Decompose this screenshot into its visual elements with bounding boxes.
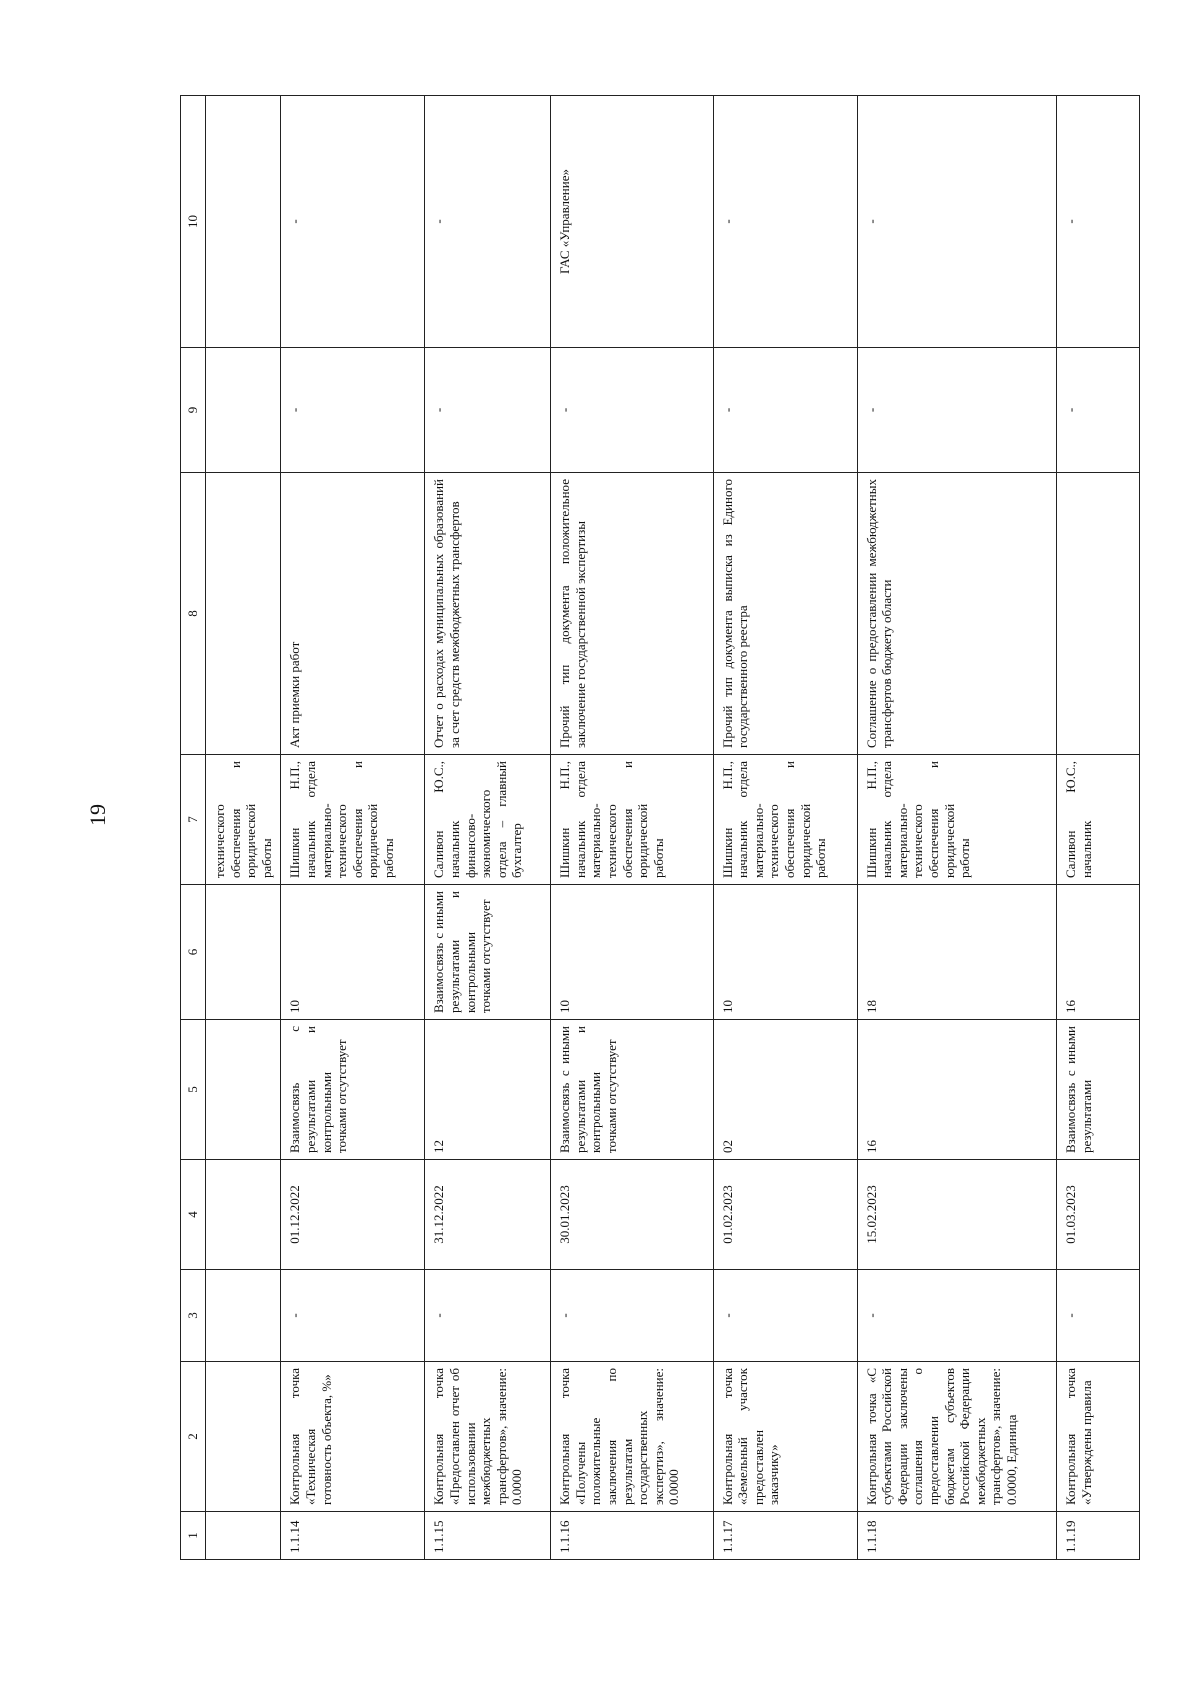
responsible: Саливон Ю.С., начальник [1057, 755, 1140, 885]
info-system: - [713, 96, 857, 348]
control-point-name: Контрольная точка «Утверждены правила [1057, 1362, 1140, 1512]
predecessor: 02 [713, 1020, 857, 1160]
control-point-name: Контрольная точка «Техническая готовность объекта, %» [281, 1362, 425, 1512]
level-value: - [1057, 348, 1140, 473]
level-value: - [857, 348, 1056, 473]
row-number: 1.1.14 [281, 1512, 425, 1560]
base-value: - [425, 1270, 551, 1362]
header-cell-5: 5 [181, 1020, 206, 1160]
document-type: Прочий тип документа положительное заключение государственной экспертизы [551, 473, 713, 755]
continuation-row [206, 96, 281, 1560]
base-value: - [713, 1270, 857, 1362]
document-type: Акт приемки работ [281, 473, 425, 755]
control-points-table [180, 95, 1140, 1560]
page-number: 19 [85, 804, 110, 826]
due-date: 01.03.2023 [1057, 1160, 1140, 1270]
responsible: Шишкин Н.П., начальник отдела материально-технического обеспечения и юридической работы [281, 755, 425, 885]
predecessor: Взаимосвязь с результатами и контрольными точками отсутствует [281, 1020, 425, 1160]
row-number: 1.1.15 [425, 1512, 551, 1560]
document-type: Отчет о расходах муниципальных образований за счет средств межбюджетных трансфертов [425, 473, 551, 755]
base-value: - [551, 1270, 713, 1362]
row-number: 1.1.16 [551, 1512, 713, 1560]
info-system: - [425, 96, 551, 348]
table-header-row [181, 96, 206, 1560]
base-value: - [281, 1270, 425, 1362]
successor: 18 [857, 885, 1056, 1020]
due-date: 01.02.2023 [713, 1160, 857, 1270]
header-cell-2: 2 [181, 1362, 206, 1512]
info-system: ГАС «Управление» [551, 96, 713, 348]
successor: 10 [713, 885, 857, 1020]
due-date: 15.02.2023 [857, 1160, 1056, 1270]
due-date: 01.12.2022 [281, 1160, 425, 1270]
responsible: Шишкин Н.П., начальник отдела материально-технического обеспечения и юридической работы [713, 755, 857, 885]
level-value: - [425, 348, 551, 473]
successor: Взаимосвязь с иными результатами и контрольными точками отсутствует [425, 885, 551, 1020]
predecessor: Взаимосвязь с иными результатами и контрольными точками отсутствует [551, 1020, 713, 1160]
control-point-name: Контрольная точка «Предоставлен отчет об использовании межбюджетных трансфертов», значение: 0.0000 [425, 1362, 551, 1512]
predecessor: 12 [425, 1020, 551, 1160]
predecessor: Взаимосвязь с иными результатами [1057, 1020, 1140, 1160]
header-cell-10: 10 [181, 96, 206, 348]
header-cell-9: 9 [181, 348, 206, 473]
table-row [857, 96, 1056, 1560]
due-date: 31.12.2022 [425, 1160, 551, 1270]
responsible: Шишкин Н.П., начальник отдела материально-технического обеспечения и юридической работы [857, 755, 1056, 885]
responsible: Саливон Ю.С., начальник финансово-экономического отдела – главный бухгалтер [425, 755, 551, 885]
successor: 10 [281, 885, 425, 1020]
header-cell-3: 3 [181, 1270, 206, 1362]
level-value: - [713, 348, 857, 473]
responsible: Шишкин Н.П., начальник отдела материально-технического обеспечения и юридической работы [551, 755, 713, 885]
control-point-name: Контрольная точка «С субъектами Российской Федерации заключены соглашения о предоставлении бюджетам субъектов Российской Федерации межбюджетных трансфертов», значение: 0.0000, Единица [857, 1362, 1056, 1512]
table-row [713, 96, 857, 1560]
control-point-name: Контрольная точка «Земельный участок предоставлен заказчику» [713, 1362, 857, 1512]
info-system: - [281, 96, 425, 348]
base-value: - [1057, 1270, 1140, 1362]
table-row [281, 96, 425, 1560]
rotated-table-wrapper [180, 96, 1200, 1553]
header-cell-7: 7 [181, 755, 206, 885]
document-type: Прочий тип документа выписка из Единого государственного реестра [713, 473, 857, 755]
level-value: - [281, 348, 425, 473]
row-number: 1.1.18 [857, 1512, 1056, 1560]
header-cell-4: 4 [181, 1160, 206, 1270]
document-type: Соглашение о предоставлении межбюджетных трансфертов бюджету области [857, 473, 1056, 755]
due-date: 30.01.2023 [551, 1160, 713, 1270]
rotated-table-container [180, 96, 1140, 1560]
table-row [1057, 96, 1140, 1560]
base-value: - [857, 1270, 1056, 1362]
row-number: 1.1.17 [713, 1512, 857, 1560]
successor: 16 [1057, 885, 1140, 1020]
control-point-name: Контрольная точка «Получены положительные заключения по результатам государственных экспертиз», значение: 0.0000 [551, 1362, 713, 1512]
header-cell-6: 6 [181, 885, 206, 1020]
level-value: - [551, 348, 713, 473]
header-cell-8: 8 [181, 473, 206, 755]
row-number: 1.1.19 [1057, 1512, 1140, 1560]
info-system: - [857, 96, 1056, 348]
table-row [551, 96, 713, 1560]
document-type [1057, 473, 1140, 755]
continuation-responsible: технического обеспечения и юридической работы [206, 755, 281, 885]
info-system: - [1057, 96, 1140, 348]
predecessor: 16 [857, 1020, 1056, 1160]
successor: 10 [551, 885, 713, 1020]
table-row [425, 96, 551, 1560]
header-cell-1: 1 [181, 1512, 206, 1560]
